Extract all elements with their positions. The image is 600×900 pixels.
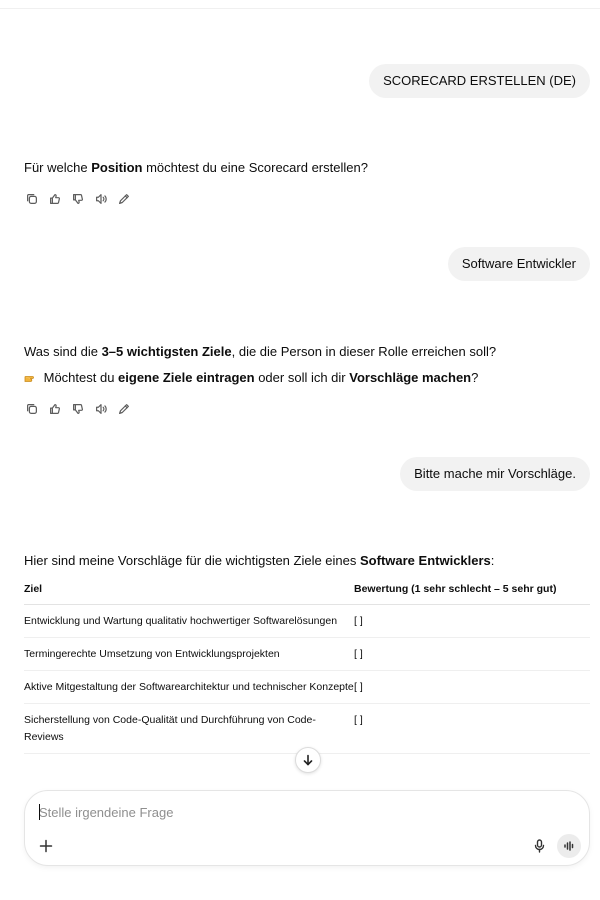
- read-aloud-icon[interactable]: [93, 401, 109, 417]
- user-message: Software Entwickler: [448, 247, 590, 281]
- copy-icon[interactable]: [24, 401, 40, 417]
- prompt-input[interactable]: [39, 803, 539, 821]
- assistant-message: [24, 343, 496, 361]
- arrow-down-icon: [302, 754, 314, 766]
- text-caret: [39, 804, 40, 820]
- message-bold-text: Software Entwicklers: [360, 553, 491, 568]
- column-header-rating: Bewertung (1 sehr schlecht – 5 sehr gut): [354, 576, 590, 605]
- message-text: Was sind die: [24, 344, 102, 359]
- assistant-message: [24, 159, 368, 177]
- thumbs-down-icon[interactable]: [70, 191, 86, 207]
- table-row: [24, 638, 590, 671]
- microphone-icon: [533, 839, 546, 853]
- voice-mode-button[interactable]: [557, 834, 581, 858]
- user-message: Bitte mache mir Vorschläge.: [400, 457, 590, 491]
- scroll-to-bottom-button[interactable]: [295, 747, 321, 773]
- assistant-message-line: [24, 369, 478, 387]
- thumbs-down-icon[interactable]: [70, 401, 86, 417]
- plus-icon: [39, 839, 53, 853]
- edit-icon[interactable]: [116, 401, 132, 417]
- rating-cell: [ ]: [354, 671, 590, 704]
- pointing-hand-icon: [24, 370, 38, 380]
- table-header-row: [24, 576, 590, 605]
- message-text: :: [490, 553, 495, 568]
- message-text: , die die Person in dieser Rolle erreichen soll?: [231, 344, 497, 359]
- message-text: Hier sind meine Vorschläge für die wichtigsten Ziele eines: [24, 553, 361, 568]
- message-actions: [24, 191, 132, 207]
- assistant-message: [24, 552, 494, 570]
- table-row: [24, 671, 590, 704]
- goal-cell: Sicherstellung von Code-Qualität und Durchführung von Code-Reviews: [24, 704, 354, 754]
- thumbs-up-icon[interactable]: [47, 191, 63, 207]
- message-bold-text: 3–5 wichtigsten Ziele: [101, 344, 232, 359]
- edit-icon[interactable]: [116, 191, 132, 207]
- dictate-button[interactable]: [530, 837, 548, 855]
- message-text: Für welche: [24, 160, 92, 175]
- voice-waveform-icon: [563, 840, 575, 852]
- rating-cell: [ ]: [354, 638, 590, 671]
- message-bold-text: eigene Ziele eintragen: [118, 370, 255, 385]
- goal-cell: Entwicklung und Wartung qualitativ hochwertiger Softwarelösungen: [24, 605, 354, 638]
- thumbs-up-icon[interactable]: [47, 401, 63, 417]
- goal-cell: Aktive Mitgestaltung der Softwarearchitektur und technischer Konzepte: [24, 671, 354, 704]
- user-message: SCORECARD ERSTELLEN (DE): [369, 64, 590, 98]
- table-row: [24, 605, 590, 638]
- column-header-goal: Ziel: [24, 576, 354, 605]
- top-divider: [0, 8, 600, 9]
- message-text: Möchtest du: [40, 370, 119, 385]
- message-text: oder soll ich dir: [254, 370, 350, 385]
- add-attachment-button[interactable]: [37, 837, 55, 855]
- message-bold-text: Position: [91, 160, 143, 175]
- message-bold-text: Vorschläge machen: [349, 370, 472, 385]
- goal-cell: Termingerechte Umsetzung von Entwicklungsprojekten: [24, 638, 354, 671]
- message-text: ?: [471, 370, 479, 385]
- message-actions: [24, 401, 132, 417]
- message-text: möchtest du eine Scorecard erstellen?: [142, 160, 368, 175]
- rating-cell: [ ]: [354, 704, 590, 754]
- message-composer: [24, 790, 590, 866]
- copy-icon[interactable]: [24, 191, 40, 207]
- goals-table: [24, 576, 590, 754]
- rating-cell: [ ]: [354, 605, 590, 638]
- read-aloud-icon[interactable]: [93, 191, 109, 207]
- table-row: [24, 704, 590, 754]
